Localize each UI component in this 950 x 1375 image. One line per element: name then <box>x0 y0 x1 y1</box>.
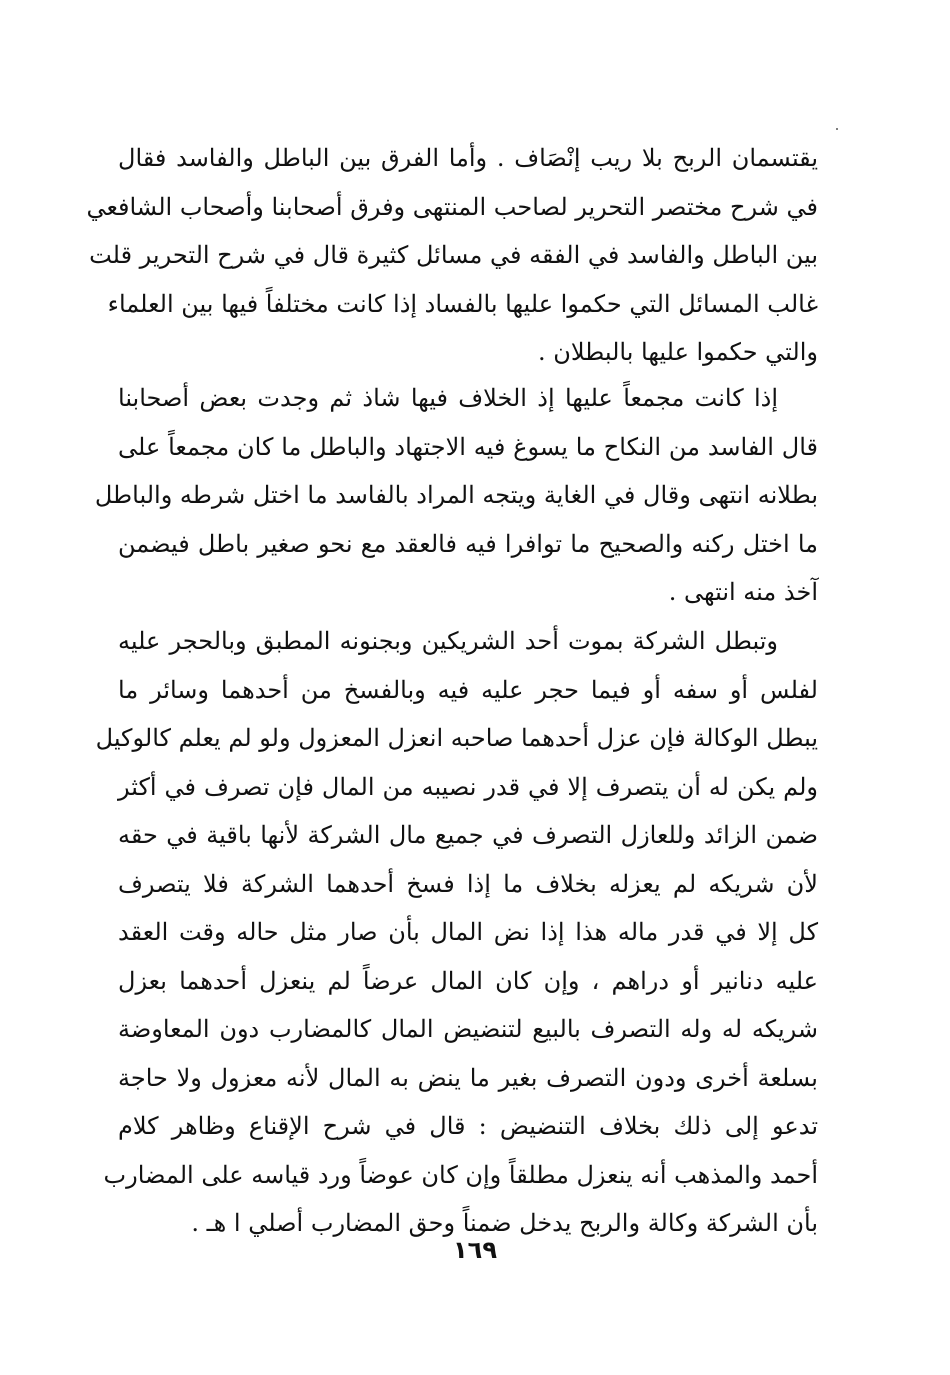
paragraph-line: ما اختل ركنه والصحيح ما توافرا فيه فالعقد مع نحو صغير باطل فيضمن <box>118 529 818 558</box>
paragraph-line: بسلعة أخرى ودون التصرف بغير ما ينض به المال لأنه معزول ولا حاجة <box>118 1063 818 1092</box>
paragraph-line: أحمد والمذهب أنه ينعزل مطلقاً وإن كان عوضاً ورد قياسه على المضارب <box>103 1160 818 1189</box>
paragraph-line: يقتسمان الربح بلا ريب إنْصَاف . وأما الفرق بين الباطل والفاسد فقال <box>118 144 818 172</box>
paragraph-line: لفلس أو سفه أو فيما حجر عليه فيه وبالفسخ من أحدهما وسائر ما <box>118 675 818 704</box>
page-number: ١٦٩ <box>453 1236 497 1264</box>
paragraph-line: إذا كانت مجمعاً عليها إذ الخلاف فيها شاذ ثم وجدت بعض أصحابنا <box>118 384 778 412</box>
paragraph-line: عليه دنانير أو دراهم ، وإن كان المال عرضاً لم ينعزل أحدهما بعزل <box>118 966 818 995</box>
page-speck <box>836 128 838 130</box>
paragraph-line: شريكه له وله التصرف بالبيع لتنضيض المال كالمضارب دون المعاوضة <box>118 1015 818 1043</box>
paragraph-line: قال الفاسد من النكاح ما يسوغ فيه الاجتهاد والباطل ما كان مجمعاً على <box>118 432 818 461</box>
paragraph-line: غالب المسائل التي حكموا عليها بالفساد إذا كانت مختلفاً فيها بين العلماء <box>107 289 818 318</box>
paragraph-line: والتي حكموا عليها بالبطلان . <box>537 338 818 366</box>
paragraph-line: لأن شريكه لم يعزله بخلاف ما إذا فسخ أحدهما الشركة فلا يتصرف <box>118 869 818 898</box>
paragraph-line: ضمن الزائد وللعازل التصرف في جميع مال الشركة لأنها باقية في حقه <box>118 821 818 849</box>
paragraph-line: كل إلا في قدر ماله هذا إذا نض المال بأن صار مثل حاله وقت العقد <box>118 918 818 946</box>
paragraph-line: بطلانه انتهى وقال في الغاية ويتجه المراد بالفاسد ما اختل شرطه والباطل <box>94 481 818 509</box>
paragraph-line: يبطل الوكالة فإن عزل أحدهما صاحبه انعزل المعزول ولو لم يعلم كالوكيل <box>95 724 818 752</box>
paragraph-2 <box>94 374 818 617</box>
paragraph-1 <box>86 134 818 377</box>
paragraph-line: آخذ منه انتهى . <box>668 578 818 606</box>
paragraph-3 <box>95 617 818 1248</box>
paragraph-line: تدعو إلى ذلك بخلاف التنضيض : قال في شرح الإقناع وظاهر كلام <box>118 1112 818 1140</box>
paragraph-line: ولم يكن له أن يتصرف إلا في قدر نصيبه من المال فإن تصرف في أكثر <box>118 772 818 801</box>
paragraph-line: وتبطل الشركة بموت أحد الشريكين وبجنونه المطبق وبالحجر عليه <box>118 627 778 655</box>
paragraph-line: في شرح مختصر التحرير لصاحب المنتهى وفرق أصحابنا وأصحاب الشافعي <box>86 192 818 221</box>
paragraph-line: بين الباطل والفاسد في الفقه في مسائل كثيرة قال في شرح التحرير قلت <box>89 241 818 269</box>
paragraph-line: بأن الشركة وكالة والربح يدخل ضمناً وحق المضارب أصلي ا هـ . <box>191 1209 818 1237</box>
